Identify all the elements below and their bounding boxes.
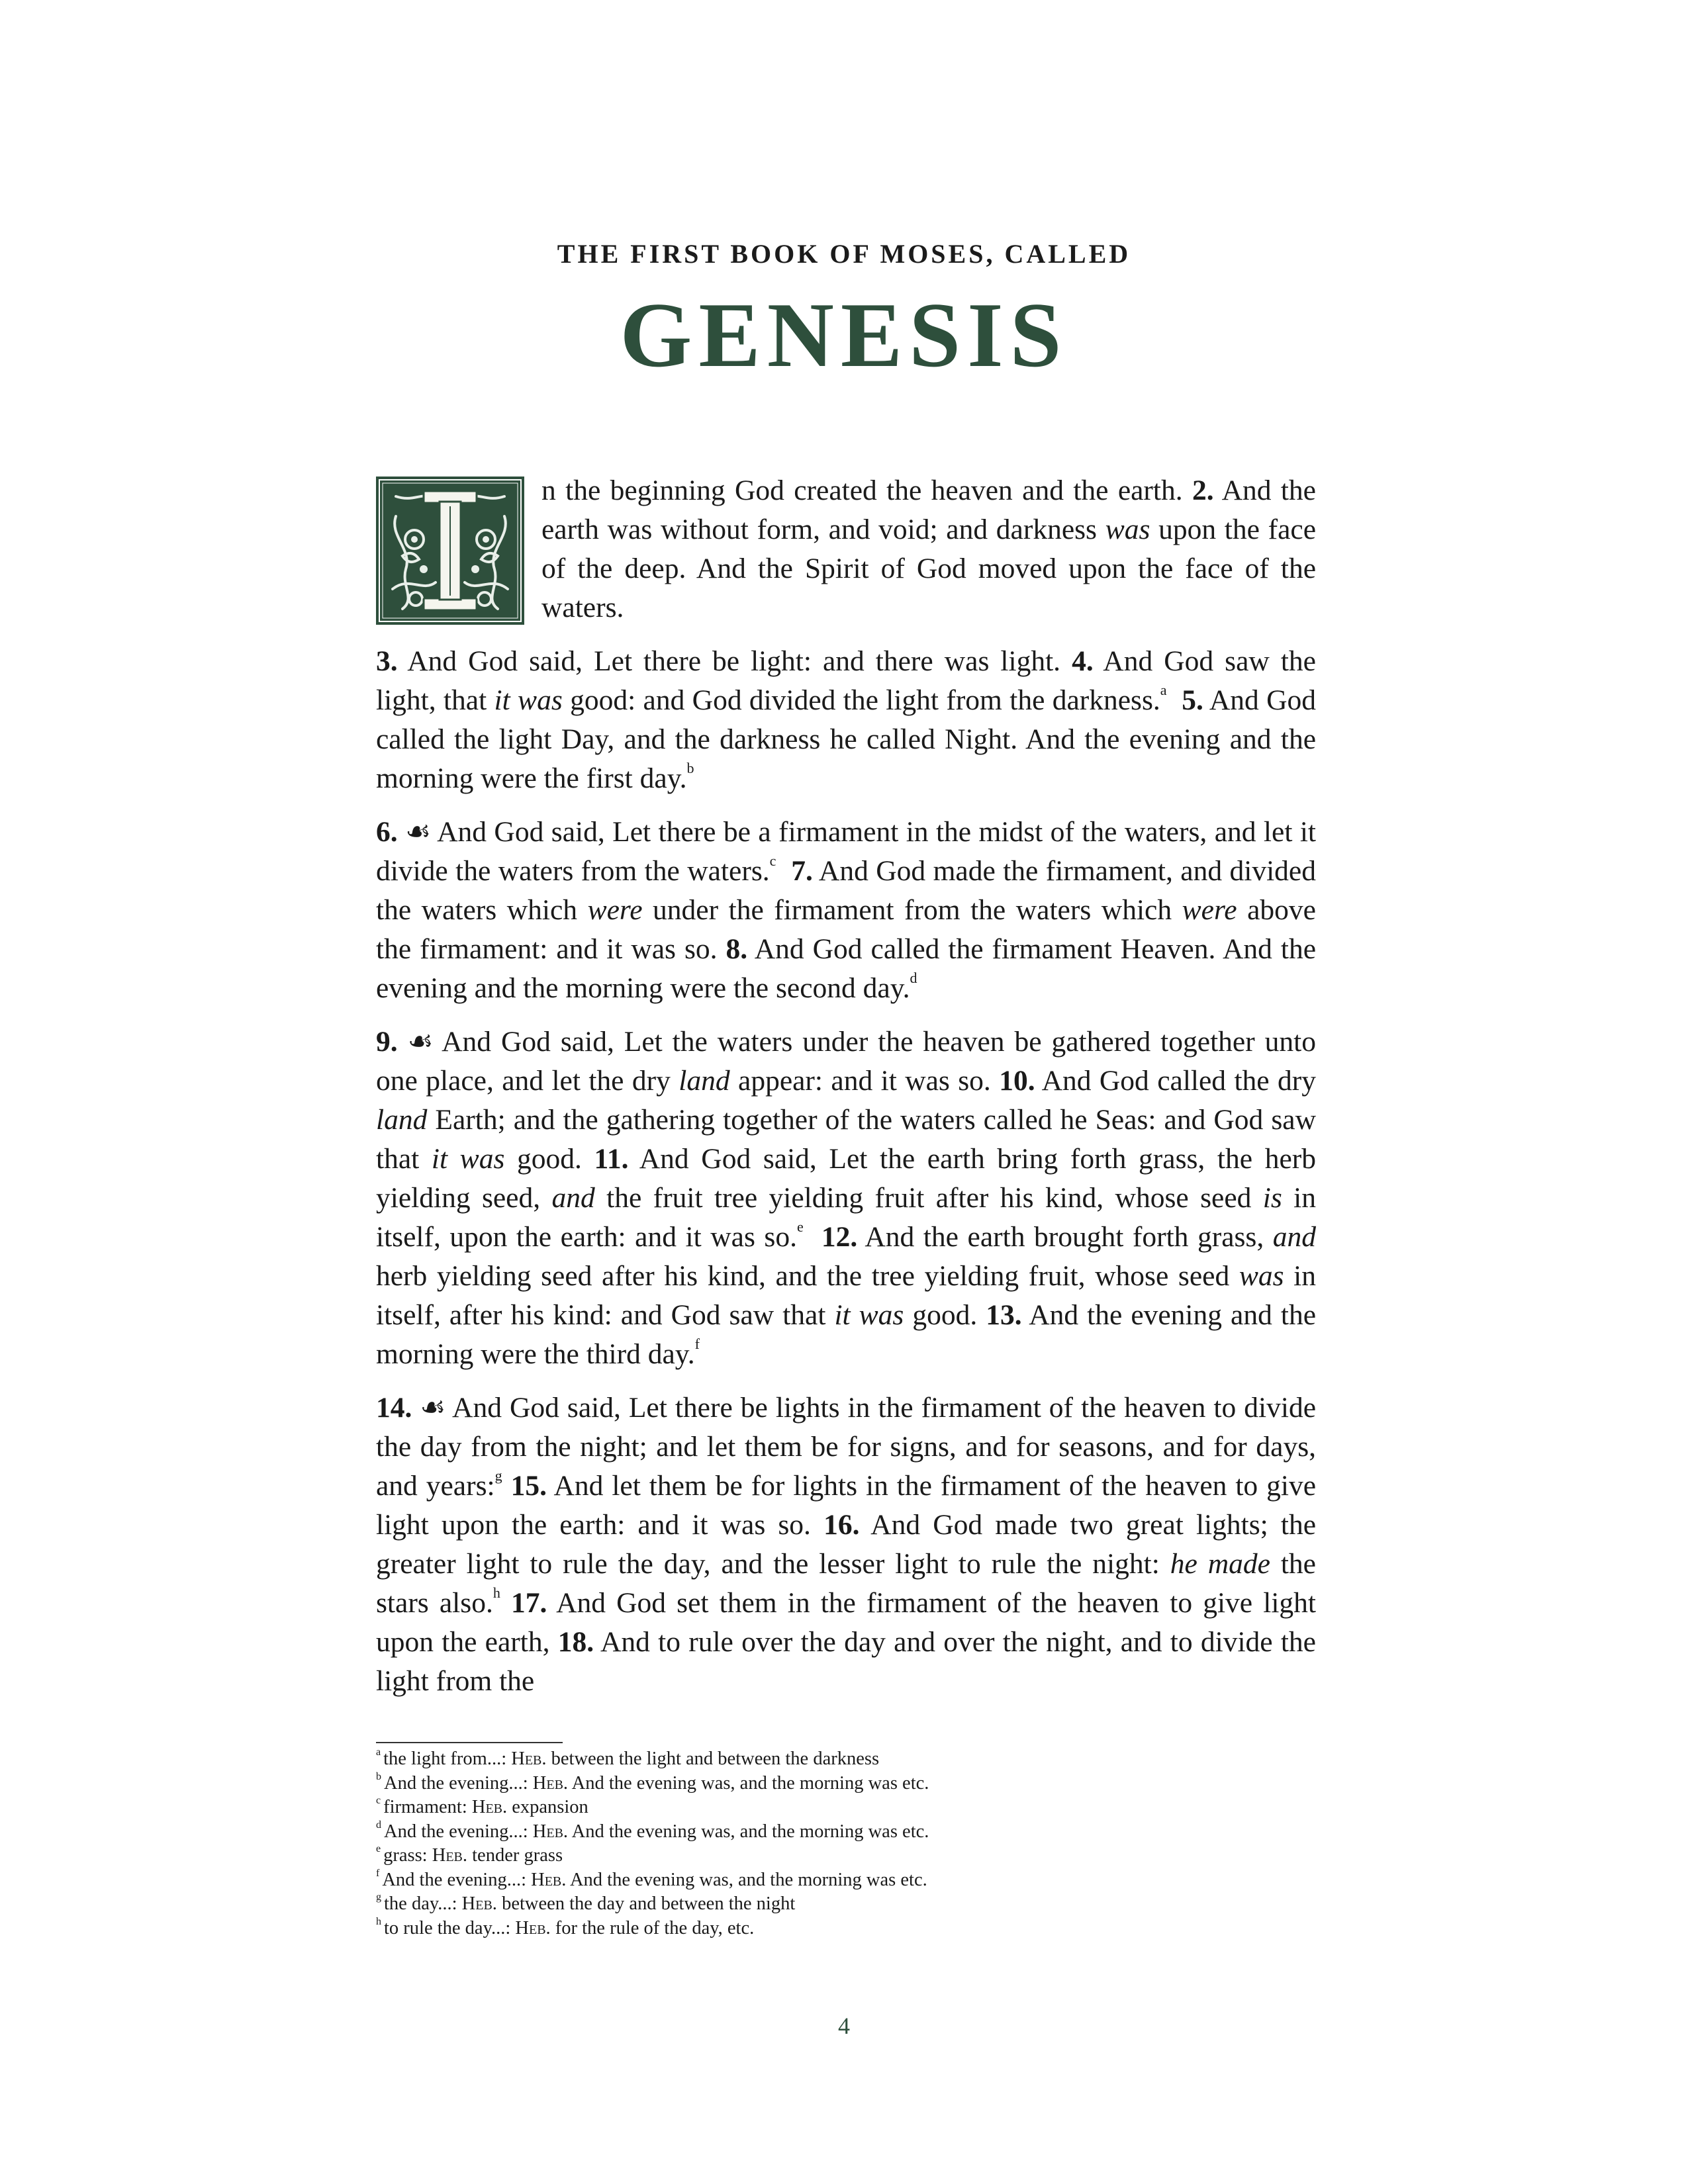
page-number: 4 xyxy=(838,2013,850,2039)
verse-paragraph-2: 3. And God said, Let there be light: and there was light. 4. And God saw the light, that it was good: and God divided the light from the darkness.$^a$ 5. And God called the light Day, and the darkness he called Night. And the evening and the morning were the first day.$^b$ xyxy=(376,645,1316,794)
verse-paragraph-1: n the beginning God created the heaven and the earth. 2. And the earth was without form, and void; and darkness was upon the face of the deep. And the Spirit of God moved upon the face of the waters. xyxy=(376,471,1316,627)
footnote-marker[interactable]: c xyxy=(769,852,776,869)
verse-number: 12. xyxy=(821,1221,858,1253)
footnote-marker[interactable]: e xyxy=(797,1218,804,1235)
footnote-item: $^g$ the day...: Heb. between the day and between the night xyxy=(376,1891,796,1914)
fleuron-icon: ☙ xyxy=(407,1026,434,1058)
book-title: GENESIS xyxy=(620,284,1068,387)
footnote-item: $^f$ And the evening...: Heb. And the evening was, and the morning was etc. xyxy=(376,1867,927,1890)
verse-1-text: n the beginning God created the heaven and the earth. xyxy=(541,475,1192,506)
verse-number: 3. xyxy=(376,645,398,677)
verse-paragraph-4: 9. ☙ And God said, Let the waters under the heaven be gathered together unto one place, and let the dry land appear: and it was so. 10. And God called the dry land Earth; and the gathering together of the waters called he Seas: and God saw that it was good. 11. And God said, Let the earth bring forth grass, the herb yielding seed, and the fruit tree yielding fruit after his kind, whose seed is in itself, upon the earth: and it was so.$^e$ 12. And the earth brought forth grass, and herb yielding seed after his kind, and the tree yielding fruit, whose seed was in itself, after his kind: and God saw that it was good. 13. And the evening and the morning were the third day.$^f$ xyxy=(376,1026,1317,1370)
footnote-marker[interactable]: b xyxy=(686,760,694,776)
footnotes xyxy=(376,1747,1369,1940)
footnote-item: $^a$ the light from...: Heb. between the light and between the darkness xyxy=(376,1747,880,1769)
verse-number: 6. xyxy=(376,816,398,848)
verse-number: 11. xyxy=(594,1143,629,1175)
ornamental-initial-i-icon xyxy=(376,477,524,625)
verse-number: 15. xyxy=(510,1470,547,1502)
footnote-marker[interactable]: a xyxy=(1160,682,1167,698)
verse-paragraph-3: 6. ☙ And God said, Let there be a firmament in the midst of the waters, and let it divide the waters from the waters.$^c$ 7. And God made the firmament, and divided the waters which were under the firmament from the waters which were above the firmament: and it was so. 8. And God called the firmament Heaven. And the evening and the morning were the second day.$^d$ xyxy=(376,816,1317,1004)
footnote-divider xyxy=(376,1742,563,1743)
footnote-marker[interactable]: d xyxy=(910,970,917,986)
book-subtitle: THE FIRST BOOK OF MOSES, CALLED xyxy=(557,239,1131,269)
verse-number: 18. xyxy=(557,1626,594,1658)
verse-number: 4. xyxy=(1072,645,1094,677)
verse-number: 10. xyxy=(999,1065,1035,1097)
verse-number: 9. xyxy=(376,1026,398,1058)
footnote-marker[interactable]: h xyxy=(492,1584,500,1601)
verse-number: 16. xyxy=(823,1509,860,1541)
footnote-marker[interactable]: g xyxy=(494,1467,502,1484)
verse-number: 2. xyxy=(1192,475,1214,506)
fleuron-icon: ☙ xyxy=(420,1392,446,1424)
fleuron-icon: ☙ xyxy=(405,816,432,848)
footnote-item: $^h$ to rule the day...: Heb. for the rule of the day, etc. xyxy=(376,1915,755,1938)
verse-number: 13. xyxy=(986,1299,1022,1331)
verse-number: 14. xyxy=(376,1392,412,1424)
footnote-marker[interactable]: f xyxy=(694,1336,700,1352)
verse-number: 17. xyxy=(510,1587,547,1619)
footnote-item: $^e$ grass: Heb. tender grass xyxy=(376,1843,563,1866)
verse-number: 8. xyxy=(726,933,748,965)
chapter-text xyxy=(376,471,1316,1715)
footnote-item: $^b$ And the evening...: Heb. And the evening was, and the morning was etc. xyxy=(376,1770,929,1794)
footnote-item: $^c$ firmament: Heb. expansion xyxy=(376,1795,588,1817)
verse-number: 7. xyxy=(791,855,813,887)
verse-paragraph-5: 14. ☙ And God said, Let there be lights in the firmament of the heaven to divide the day from the night; and let them be for signs, and for seasons, and for days, and years:$^g$ 15. And let them be for lights in the firmament of the heaven to give light upon the earth: and it was so. 16. And God made two great lights; the greater light to rule the day, and the lesser light to rule the night: he made the stars also.$^h$ 17. And God set them in the firmament of the heaven to give light upon the earth, 18. And to rule over the day and over the night, and to divide the light from the xyxy=(376,1392,1317,1697)
verse-number: 5. xyxy=(1182,684,1203,716)
footnote-item: $^d$ And the evening...: Heb. And the evening was, and the morning was etc. xyxy=(376,1819,929,1842)
